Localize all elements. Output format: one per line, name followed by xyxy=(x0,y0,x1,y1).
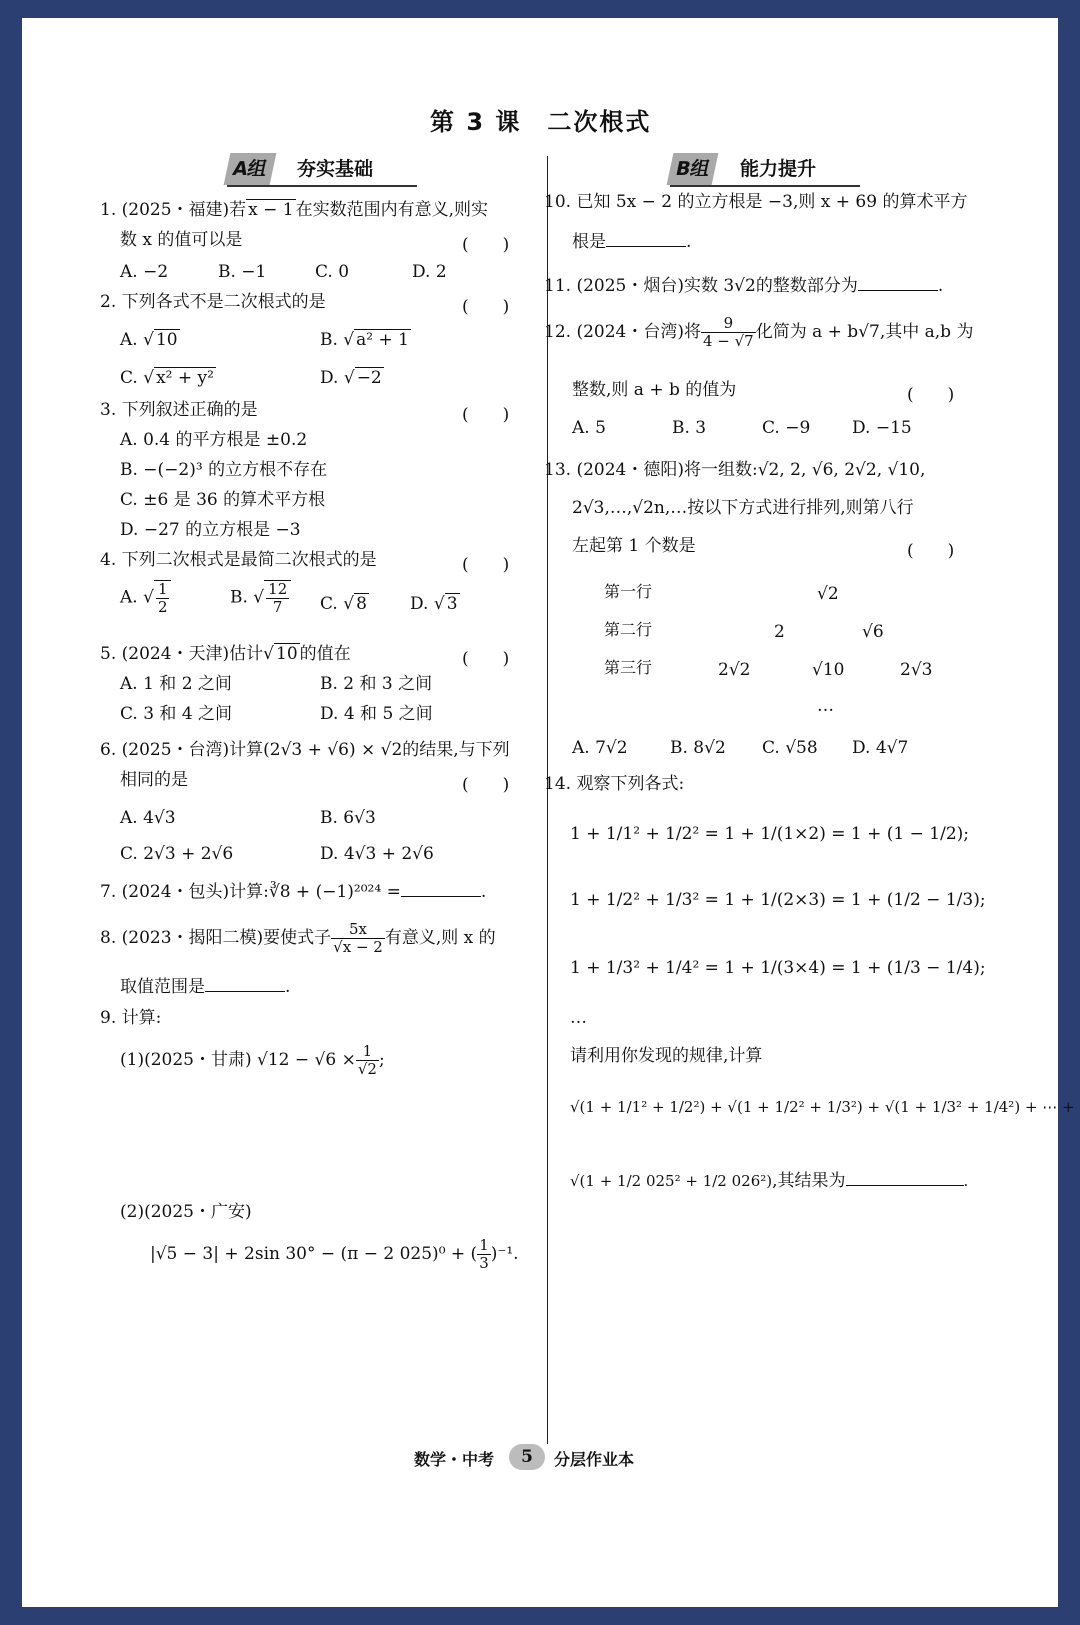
question-6: 6. (2025・台湾)计算(2√3 + √6) × √2的结果,与下列 xyxy=(100,740,510,760)
q6-option-b: B. 6√3 xyxy=(320,808,376,828)
answer-blank xyxy=(205,973,285,992)
q3-option-a: A. 0.4 的平方根是 ±0.2 xyxy=(120,430,308,450)
question-13-line2: 2√3,…,√2n,…按以下方式进行排列,则第八行 xyxy=(572,498,914,518)
q13-option-a: A. 7√2 xyxy=(572,738,628,758)
q1-option-d: D. 2 xyxy=(412,262,447,282)
row-label-1: 第一行 xyxy=(604,582,653,601)
q5-option-d: D. 4 和 5 之间 xyxy=(320,704,433,724)
answer-paren: ( ) xyxy=(907,385,955,405)
question-9: 9. 计算: xyxy=(100,1008,162,1028)
equation-1: 1 + 1/1² + 1/2² = 1 + 1/(1×2) = 1 + (1 − 1/2); xyxy=(570,824,970,844)
q2-option-d: D. √ −2 xyxy=(320,368,382,388)
row-label-3: 第三行 xyxy=(604,658,653,677)
row-label-2: 第二行 xyxy=(604,620,653,639)
page-number: 5 xyxy=(509,1444,545,1470)
triangle-r1: √2 xyxy=(817,584,839,604)
question-9-part-2-expr: |√5 − 3| + 2sin 30° − (π − 2 025)⁰ + ( $\frac{1}{3}$ )⁻¹. xyxy=(150,1236,519,1272)
triangle-r3c: 2√3 xyxy=(900,660,933,680)
question-12-line2: 整数,则 a + b 的值为 xyxy=(572,380,737,400)
question-3: 3. 下列叙述正确的是 xyxy=(100,400,258,420)
question-9-part-2: (2)(2025・广安) xyxy=(120,1202,252,1222)
sum-last-term: √(1 + 1/2 025² + 1/2 026²),其结果为 . xyxy=(570,1166,968,1191)
answer-paren: ( ) xyxy=(462,235,510,255)
question-9-part-1: (1)(2025・甘肃) √12 − √6 × $\frac{1}{√2}$ ; xyxy=(120,1042,385,1078)
group-b-header xyxy=(670,153,860,185)
answer-paren: ( ) xyxy=(462,775,510,795)
group-b-label: B组 xyxy=(667,153,719,185)
q4-option-c: C. √ 8 xyxy=(320,594,367,614)
q3-option-c: C. ±6 是 36 的算术平方根 xyxy=(120,490,326,510)
triangle-r2b: √6 xyxy=(862,622,884,642)
q4-option-d: D. √ 3 xyxy=(410,594,458,614)
sqrt-expression: x − 1 xyxy=(248,200,294,220)
question-14-ask: 请利用你发现的规律,计算 xyxy=(570,1046,763,1066)
q4-option-a: A. √ $\frac{1}{2}$ xyxy=(120,580,171,616)
question-8-line2: 取值范围是 . xyxy=(120,973,290,999)
equation-3: 1 + 1/3² + 1/4² = 1 + 1/(3×4) = 1 + (1/3 − 1/4); xyxy=(570,958,986,978)
q1-option-b: B. −1 xyxy=(218,262,267,282)
answer-paren: ( ) xyxy=(462,297,510,317)
question-1-line2: 数 x 的值可以是 xyxy=(120,230,243,250)
question-11: 11. (2025・烟台)实数 3√2的整数部分为 . xyxy=(544,272,943,298)
question-13: 13. (2024・德阳)将一组数:√2, 2, √6, 2√2, √10, xyxy=(544,460,926,480)
question-10-line2: 根是 . xyxy=(572,228,691,254)
question-2: 2. 下列各式不是二次根式的是 xyxy=(100,292,326,312)
q13-option-d: D. 4√7 xyxy=(852,738,909,758)
triangle-r3a: 2√2 xyxy=(718,660,751,680)
question-1: 1. (2025・福建)若 x − 1 在实数范围内有意义,则实 xyxy=(100,200,489,220)
q2-option-a: A. √ 10 xyxy=(120,330,178,350)
question-7: 7. (2024・包头)计算:∛8 + (−1)²⁰²⁴ = . xyxy=(100,878,486,904)
question-8: 8. (2023・揭阳二模)要使式子 $\frac{5x}{√x - 2}$ 有意义,则 x 的 xyxy=(100,920,496,956)
q1-option-a: A. −2 xyxy=(120,262,169,282)
answer-paren: ( ) xyxy=(907,541,955,561)
group-a-header xyxy=(227,153,417,185)
page-title: 第 3 课 二次根式 xyxy=(430,108,652,136)
q6-option-d: D. 4√3 + 2√6 xyxy=(320,844,434,864)
worksheet-page xyxy=(22,18,1075,1607)
question-13-line3: 左起第 1 个数是 xyxy=(572,536,696,556)
triangle-dots: … xyxy=(817,696,834,716)
q6-option-c: C. 2√3 + 2√6 xyxy=(120,844,234,864)
group-b-name: 能力提升 xyxy=(740,158,817,180)
q12-option-c: C. −9 xyxy=(762,418,811,438)
q12-option-a: A. 5 xyxy=(572,418,606,438)
triangle-r3b: √10 xyxy=(812,660,845,680)
q12-option-d: D. −15 xyxy=(852,418,912,438)
q3-option-b: B. −(−2)³ 的立方根不存在 xyxy=(120,460,328,480)
question-14: 14. 观察下列各式: xyxy=(544,774,685,794)
q5-option-b: B. 2 和 3 之间 xyxy=(320,674,433,694)
q2-option-c: C. √ x² + y² xyxy=(120,368,214,388)
question-6-line2: 相同的是 xyxy=(120,770,188,790)
answer-blank xyxy=(606,228,686,247)
q12-option-b: B. 3 xyxy=(672,418,707,438)
q5-option-a: A. 1 和 2 之间 xyxy=(120,674,232,694)
answer-blank xyxy=(858,272,938,291)
question-4: 4. 下列二次根式是最简二次根式的是 xyxy=(100,550,377,570)
q13-option-b: B. 8√2 xyxy=(670,738,726,758)
question-5: 5. (2024・天津)估计√ 10 的值在 xyxy=(100,644,351,664)
q6-option-a: A. 4√3 xyxy=(120,808,176,828)
q3-option-d: D. −27 的立方根是 −3 xyxy=(120,520,301,540)
triangle-r2a: 2 xyxy=(774,622,785,642)
answer-paren: ( ) xyxy=(462,555,510,575)
equation-2: 1 + 1/2² + 1/3² = 1 + 1/(2×3) = 1 + (1/2 − 1/3); xyxy=(570,890,986,910)
answer-paren: ( ) xyxy=(462,649,510,669)
q13-option-c: C. √58 xyxy=(762,738,818,758)
question-12: 12. (2024・台湾)将 $\frac{9}{4 - √7}$ 化简为 a + b√7,其中 a,b 为 xyxy=(544,314,974,350)
question-10: 10. 已知 5x − 2 的立方根是 −3,则 x + 69 的算术平方 xyxy=(544,192,968,212)
q4-option-b: B. √ $\frac{12}{7}$ xyxy=(230,580,291,616)
q2-option-b: B. √ a² + 1 xyxy=(320,330,409,350)
answer-paren: ( ) xyxy=(462,405,510,425)
group-a-label: A组 xyxy=(224,153,277,185)
answer-blank xyxy=(401,878,481,897)
sum-expression: √(1 + 1/1² + 1/2²) + √(1 + 1/2² + 1/3²) + √(1 + 1/3² + 1/4²) + ⋯ + xyxy=(570,1098,1075,1116)
equation-dots: … xyxy=(570,1008,587,1028)
group-a-name: 夯实基础 xyxy=(297,158,374,180)
q1-option-c: C. 0 xyxy=(315,262,350,282)
q5-option-c: C. 3 和 4 之间 xyxy=(120,704,233,724)
footer-book: 分层作业本 xyxy=(554,1450,635,1469)
footer-subject: 数学・中考 xyxy=(414,1450,495,1469)
answer-blank xyxy=(846,1167,964,1186)
